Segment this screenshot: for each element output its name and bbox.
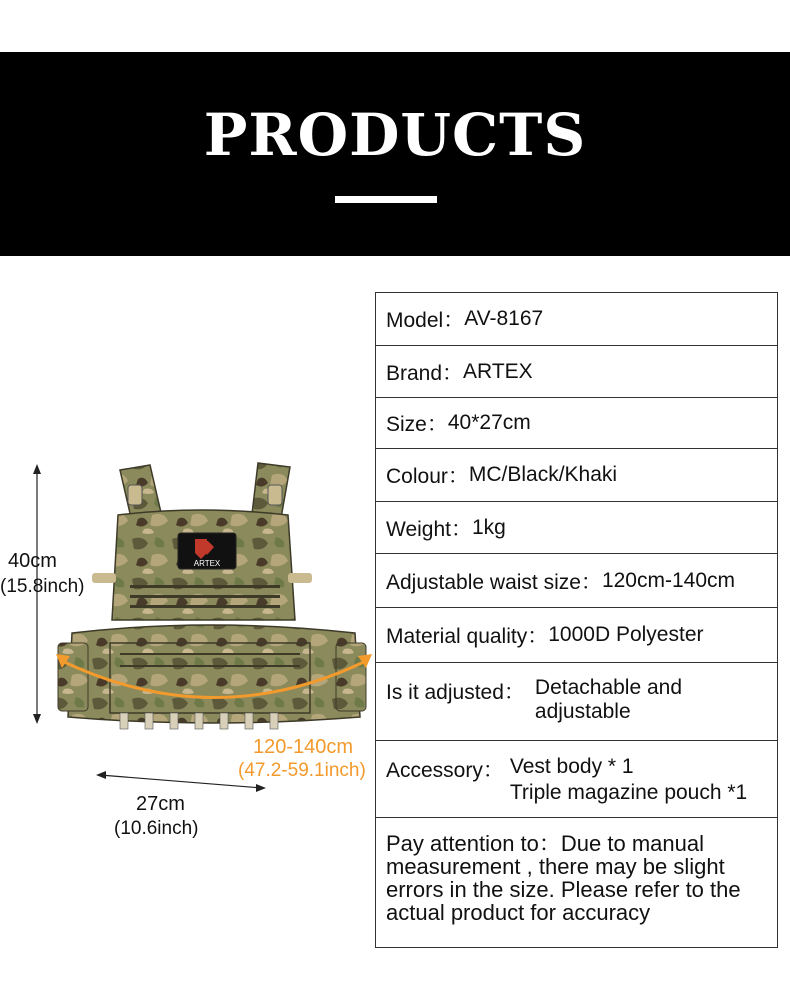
spec-row-brand bbox=[376, 346, 777, 398]
spec-table bbox=[375, 292, 778, 948]
note-line4: actual product for accuracy bbox=[386, 900, 651, 925]
spec-label-weight: Weight： bbox=[386, 517, 472, 541]
spec-label-brand: Brand： bbox=[386, 361, 464, 385]
spec-row-material bbox=[376, 608, 777, 663]
spec-row-size bbox=[376, 398, 777, 449]
width-cm-label: 27cm bbox=[136, 793, 185, 815]
spec-row-colour bbox=[376, 449, 777, 502]
note-line2: measurement , there may be slight bbox=[386, 854, 725, 879]
spec-value-adjusted-line1: Detachable and bbox=[534, 676, 683, 699]
spec-row-adjusted bbox=[376, 663, 777, 741]
spec-label-accessory: Accessory： bbox=[386, 759, 504, 782]
spec-row-model bbox=[376, 293, 777, 346]
spec-value-waist: 120cm-140cm bbox=[601, 568, 735, 592]
spec-label-adjusted: Is it adjusted： bbox=[386, 681, 525, 704]
note-line3: errors in the size. Please refer to the bbox=[386, 877, 741, 902]
spec-row-waist bbox=[376, 554, 777, 608]
height-cm-label: 40cm bbox=[8, 550, 57, 572]
spec-value-model: AV-8167 bbox=[464, 307, 544, 330]
spec-label-waist: Adjustable waist size： bbox=[386, 570, 602, 594]
width-inch-label: (10.6inch) bbox=[114, 818, 199, 839]
spec-value-colour: MC/Black/Khaki bbox=[468, 463, 618, 486]
spec-label-model: Model： bbox=[386, 309, 465, 332]
note-line1: Pay attention to：Due to manual bbox=[386, 831, 704, 856]
waist-inch-label: (47.2-59.1inch) bbox=[238, 760, 366, 781]
waist-cm-label: 120-140cm bbox=[253, 736, 354, 758]
spec-row-accessory bbox=[376, 741, 777, 818]
height-inch-label: (15.8inch) bbox=[0, 576, 85, 597]
spec-value-brand: ARTEX bbox=[463, 359, 533, 383]
spec-value-adjusted-line2: adjustable bbox=[534, 700, 631, 723]
spec-value-size: 40*27cm bbox=[447, 411, 531, 434]
spec-value-accessory-line2: Triple magazine pouch *1 bbox=[509, 781, 748, 804]
page-title: PRODUCTS bbox=[203, 101, 587, 169]
spec-label-size: Size： bbox=[386, 413, 448, 436]
spec-label-colour: Colour： bbox=[386, 465, 469, 488]
spec-value-material: 1000D Polyester bbox=[548, 623, 704, 646]
patch-label: ARTEX bbox=[193, 559, 221, 568]
spec-label-material: Material quality： bbox=[386, 625, 549, 648]
spec-row-weight bbox=[376, 502, 777, 554]
spec-value-accessory-line1: Vest body * 1 bbox=[509, 755, 634, 778]
spec-value-weight: 1kg bbox=[471, 515, 506, 539]
spec-row-note bbox=[376, 818, 777, 947]
